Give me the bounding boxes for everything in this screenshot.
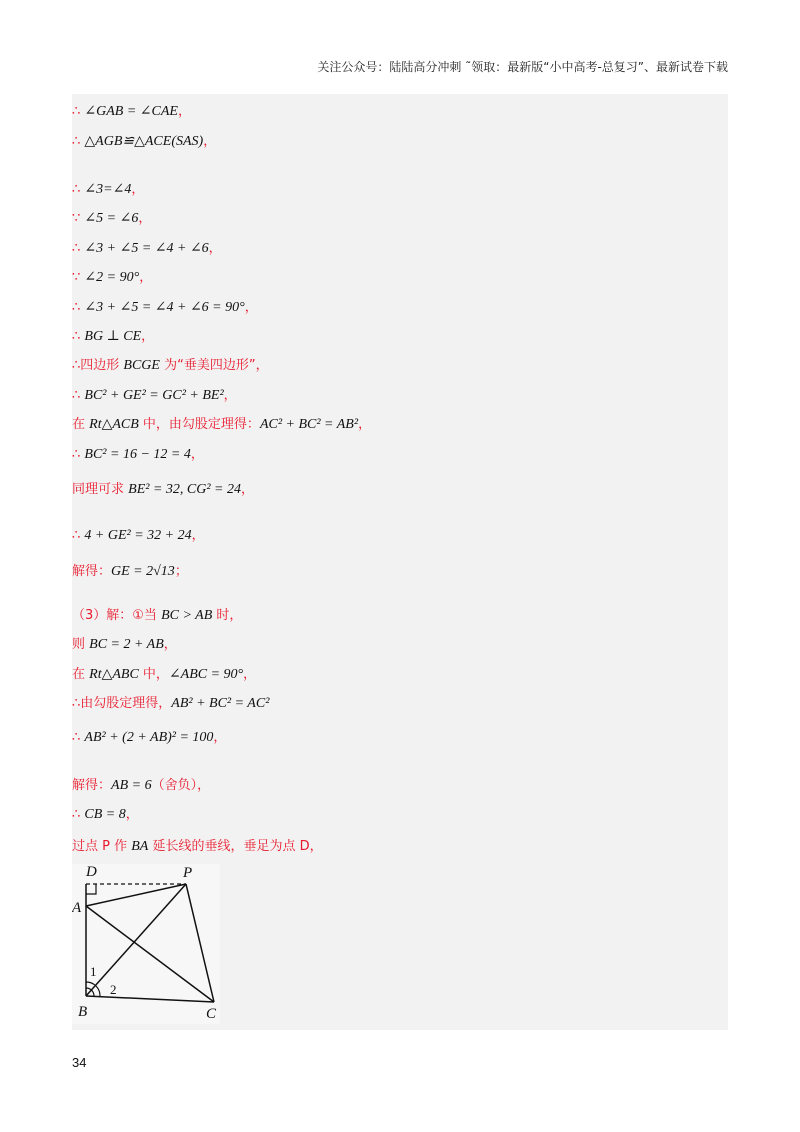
step-line: ∵ ∠2 = 90°，	[72, 270, 153, 285]
segment-ap	[86, 884, 186, 906]
step-line: 同理可求 BE² = 32, CG² = 24，	[72, 482, 254, 497]
step-line: ∴ ∠3 + ∠5 = ∠4 + ∠6 = 90°，	[72, 300, 258, 315]
segment-bc	[86, 996, 214, 1002]
step-line: 则 BC = 2 + AB，	[72, 637, 177, 652]
step-line: ∴ 4 + GE² = 32 + 24，	[72, 528, 205, 543]
step-line: （3）解：①当 BC > AB 时，	[72, 608, 243, 623]
geometry-figure	[72, 864, 220, 1024]
label-d: D	[86, 864, 97, 880]
angle-arc-2	[96, 986, 100, 996]
label-angle-2: 2	[110, 982, 117, 997]
step-line: ∴ ∠3=∠4，	[72, 182, 145, 197]
label-angle-1: 1	[90, 964, 97, 979]
step-line: 过点 P 作 BA 延长线的垂线，垂足为点 D，	[72, 839, 323, 854]
label-b: B	[78, 1004, 88, 1020]
angle-arc-1	[86, 982, 96, 986]
step-line: ∵ ∠5 = ∠6，	[72, 211, 152, 226]
step-line: 在 Rt△ABC 中，∠ABC = 90°，	[72, 667, 257, 682]
page-header: 关注公众号：陆陆高分冲刺 ˜领取：最新版“小中高考-总复习”、最新试卷下载	[317, 60, 728, 74]
step-line: ∴ BC² + GE² = GC² + BE²，	[72, 388, 237, 403]
step-line: ∴ AB² + (2 + AB)² = 100，	[72, 730, 227, 745]
step-line: ∴四边形 BCGE 为“垂美四边形”，	[72, 358, 269, 373]
segment-bp	[86, 884, 186, 996]
step-line: ∴ BC² = 16 − 12 = 4，	[72, 447, 204, 462]
page-number: 34	[72, 1055, 87, 1070]
solution-panel	[72, 94, 728, 1030]
step-line: ∴由勾股定理得，AB² + BC² = AC²	[72, 696, 270, 711]
step-line: ∴ ∠3 + ∠5 = ∠4 + ∠6，	[72, 241, 222, 256]
label-p: P	[183, 865, 193, 881]
step-line: ∴ ∠GAB = ∠CAE，	[72, 104, 191, 119]
figure-diagram	[72, 864, 220, 1024]
step-line: 解得：GE = 2√13；	[72, 564, 188, 579]
step-line: 在 Rt△ACB 中，由勾股定理得：AC² + BC² = AB²，	[72, 417, 372, 432]
step-line: ∴ △AGB≌△ACE(SAS)，	[72, 134, 217, 149]
label-a: A	[72, 900, 82, 916]
step-line: 解得：AB = 6（舍负），	[72, 778, 211, 793]
step-line: ∴ CB = 8，	[72, 807, 139, 822]
step-line: ∴ BG ⊥ CE，	[72, 329, 155, 344]
right-angle-mark-d	[86, 884, 96, 894]
label-c: C	[206, 1006, 217, 1022]
